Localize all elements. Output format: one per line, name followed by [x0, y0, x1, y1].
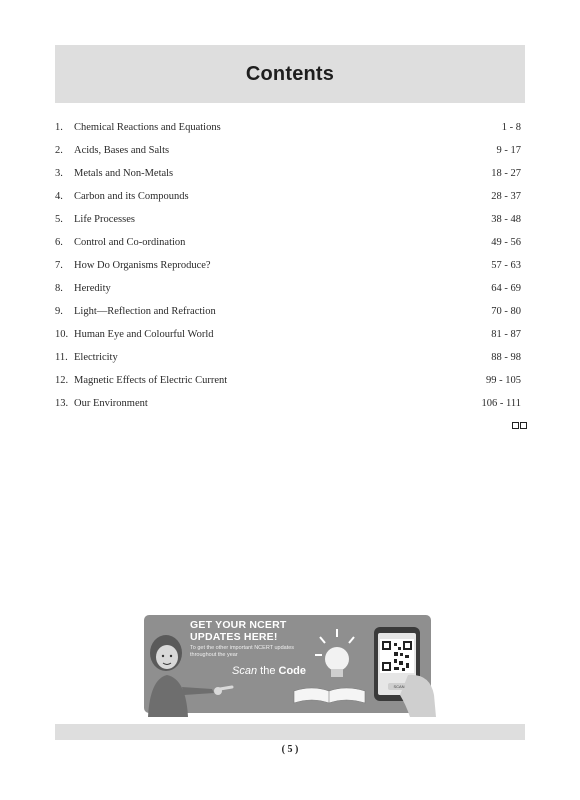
chapter-number: 8. [55, 283, 63, 294]
chapter-number: 10. [55, 329, 69, 340]
chapter-number: 11. [55, 352, 68, 363]
ncert-updates-banner[interactable] [144, 615, 431, 713]
banner-headline-line1: GET YOUR NCERT [190, 619, 287, 631]
page-range: 88 - 98 [491, 352, 521, 363]
chapter-number: 4. [55, 191, 63, 202]
chapter-number: 12. [55, 375, 69, 386]
toc-row[interactable] [55, 210, 521, 233]
contents-header [55, 45, 525, 103]
page-range: 9 - 17 [496, 145, 521, 156]
chapter-title: Metals and Non-Metals [74, 168, 174, 179]
footer-band [55, 724, 525, 740]
page-range: 38 - 48 [491, 214, 521, 225]
scan-the-code-label: Scan the Code [232, 665, 306, 677]
page-range: 49 - 56 [491, 237, 521, 248]
page-range: 64 - 69 [491, 283, 521, 294]
chapter-title: Carbon and its Compounds [74, 191, 189, 202]
chapter-title: Our Environment [74, 398, 148, 409]
toc-row[interactable] [55, 233, 521, 256]
toc-row[interactable] [55, 371, 521, 394]
page-range: 57 - 63 [491, 260, 521, 271]
page-range: 28 - 37 [491, 191, 521, 202]
toc-row[interactable] [55, 164, 521, 187]
page-title: Contents [245, 62, 335, 85]
toc-row[interactable] [55, 279, 521, 302]
chapter-title: Human Eye and Colourful World [74, 329, 214, 340]
page-number: ( 5 ) [281, 744, 299, 755]
end-mark-icon [512, 422, 527, 429]
chapter-title: Life Processes [74, 214, 135, 225]
toc-row[interactable] [55, 302, 521, 325]
chapter-number: 5. [55, 214, 63, 225]
phone-qr-code-icon [370, 625, 440, 717]
scan-button[interactable]: SCAN [388, 683, 410, 690]
chapter-title: Heredity [74, 283, 111, 294]
toc-row[interactable] [55, 394, 521, 417]
page-range: 1 - 8 [501, 122, 521, 133]
chapter-title: How Do Organisms Reproduce? [74, 260, 211, 271]
toc-row[interactable] [55, 118, 521, 141]
page-range: 99 - 105 [486, 375, 521, 386]
chapter-number: 9. [55, 306, 63, 317]
toc-row[interactable] [55, 141, 521, 164]
chapter-number: 6. [55, 237, 63, 248]
chapter-number: 7. [55, 260, 63, 271]
chapter-number: 2. [55, 145, 63, 156]
toc-row[interactable] [55, 325, 521, 348]
chapter-title: Chemical Reactions and Equations [74, 122, 221, 133]
chapter-number: 3. [55, 168, 63, 179]
chapter-number: 13. [55, 398, 69, 409]
page-range: 81 - 87 [491, 329, 521, 340]
banner-subtext: To get the other important NCERT updates throughout the year [190, 645, 295, 658]
toc-row[interactable] [55, 348, 521, 371]
toc-row[interactable] [55, 187, 521, 210]
page-range: 18 - 27 [491, 168, 521, 179]
chapter-title: Control and Co-ordination [74, 237, 186, 248]
table-of-contents [55, 118, 521, 417]
light-bulb-icon [312, 627, 362, 687]
open-book-icon [292, 685, 367, 707]
chapter-title: Magnetic Effects of Electric Current [74, 375, 228, 386]
chapter-title: Electricity [74, 352, 118, 363]
chapter-title: Light—Reflection and Refraction [74, 306, 216, 317]
page-range: 70 - 80 [491, 306, 521, 317]
chapter-number: 1. [55, 122, 63, 133]
toc-row[interactable] [55, 256, 521, 279]
chapter-title: Acids, Bases and Salts [74, 145, 170, 156]
page-range: 106 - 111 [481, 398, 521, 409]
banner-headline-line2: UPDATES HERE! [190, 631, 278, 643]
